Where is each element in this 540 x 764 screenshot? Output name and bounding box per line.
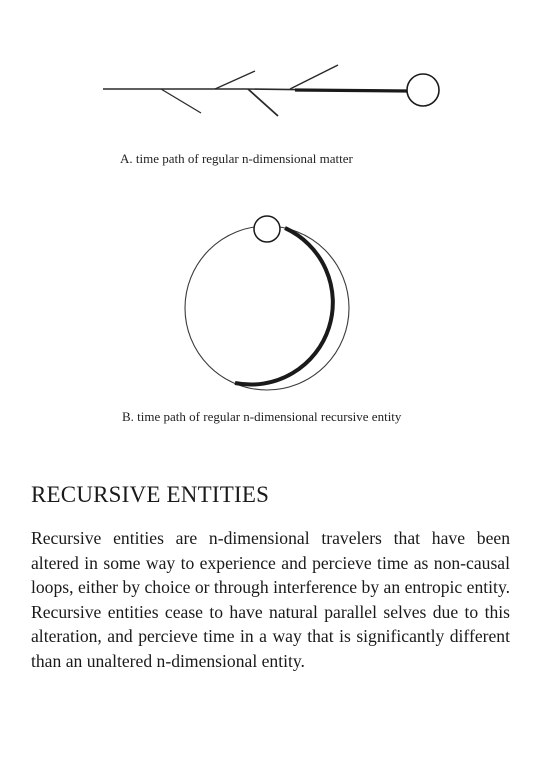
main-time-line-thick	[295, 90, 407, 91]
branch-down-2	[248, 89, 278, 116]
figure-a-caption: A. time path of regular n-dimensional matter	[120, 151, 353, 166]
figure-b-recursive-time-path	[175, 205, 365, 405]
figure-a-linear-time-path	[95, 60, 445, 130]
branch-down-1	[161, 89, 201, 113]
loop-node-circle	[254, 216, 280, 242]
branch-up-2	[290, 65, 338, 89]
section-heading: RECURSIVE ENTITIES	[31, 482, 270, 507]
figure-b-caption: B. time path of regular n-dimensional recursive entity	[122, 409, 402, 424]
present-node-circle	[407, 74, 439, 106]
loop-thick-arc	[235, 228, 333, 385]
loop-circle	[185, 226, 349, 390]
section-body-paragraph: Recursive entities are n-dimensional travelers that have been altered in some way to experience and percieve time as non-causal loops, either by choice or through interference by an entropic entity. Recursive entities cease to have natural parallel selves due to this alteration, and percieve time in a way that is significantly different than an unaltered n-dimensional entity.	[31, 528, 510, 671]
branch-up-1	[215, 71, 255, 89]
